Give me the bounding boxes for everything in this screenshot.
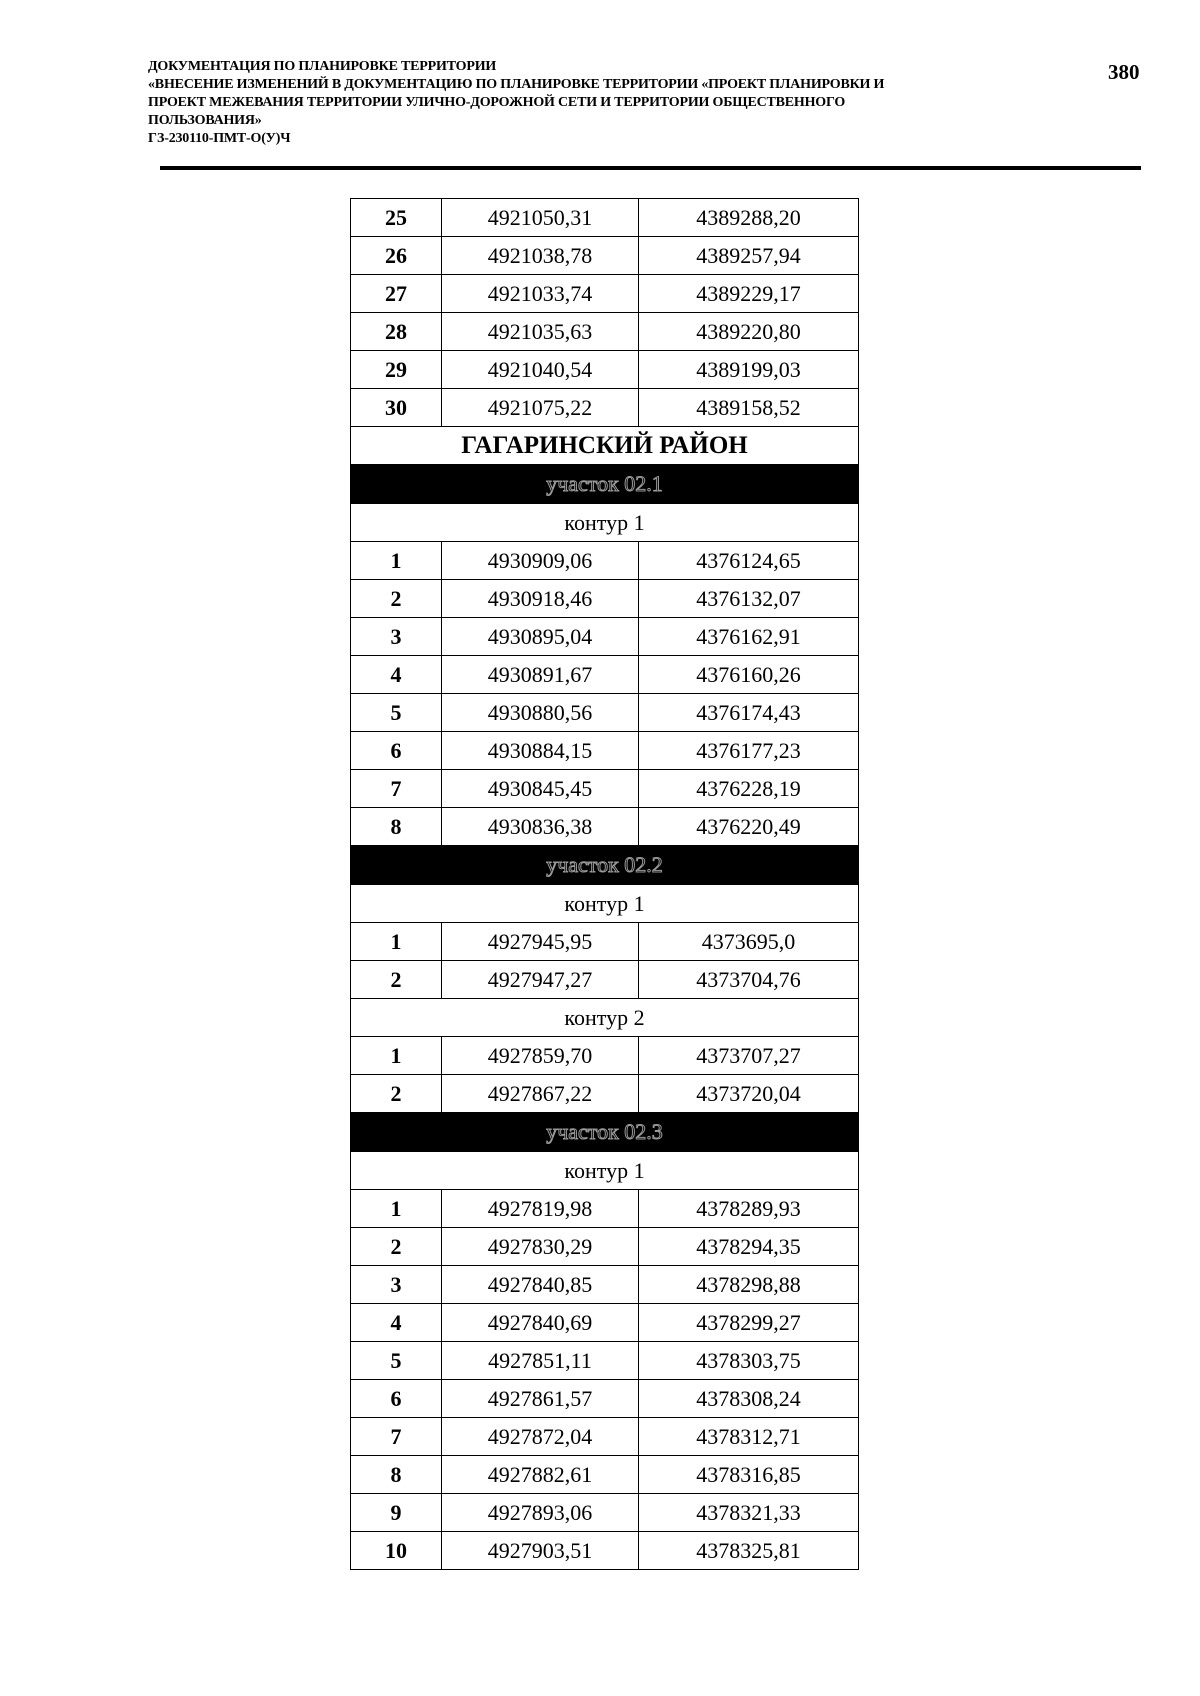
x-coordinate-cell: 4927947,27: [442, 961, 639, 999]
y-coordinate-cell: 4389220,80: [639, 313, 859, 351]
point-number-cell: 4: [351, 656, 442, 694]
point-number-cell: 5: [351, 1342, 442, 1380]
plot-heading-row: [351, 1113, 859, 1152]
table-row: [351, 1228, 859, 1266]
table-row: [351, 580, 859, 618]
point-number-cell: 27: [351, 275, 442, 313]
y-coordinate-cell: 4389229,17: [639, 275, 859, 313]
table-row: [351, 237, 859, 275]
table-row: [351, 1418, 859, 1456]
y-coordinate-cell: 4373720,04: [639, 1075, 859, 1113]
contour-heading-row: [351, 999, 859, 1037]
y-coordinate-cell: 4389257,94: [639, 237, 859, 275]
point-number-cell: 25: [351, 199, 442, 237]
y-coordinate-cell: 4378316,85: [639, 1456, 859, 1494]
x-coordinate-cell: 4927893,06: [442, 1494, 639, 1532]
point-number-cell: 8: [351, 808, 442, 846]
table-row: [351, 1037, 859, 1075]
point-number-cell: 2: [351, 961, 442, 999]
contour-label: контур 1: [351, 1152, 859, 1190]
table-row: [351, 618, 859, 656]
table-row: [351, 275, 859, 313]
x-coordinate-cell: 4927819,98: [442, 1190, 639, 1228]
x-coordinate-cell: 4921040,54: [442, 351, 639, 389]
y-coordinate-cell: 4378298,88: [639, 1266, 859, 1304]
y-coordinate-cell: 4378289,93: [639, 1190, 859, 1228]
point-number-cell: 4: [351, 1304, 442, 1342]
x-coordinate-cell: 4927840,69: [442, 1304, 639, 1342]
district-heading-row: [351, 427, 859, 465]
table-row: [351, 1304, 859, 1342]
district-label: ГАГАРИНСКИЙ РАЙОН: [351, 427, 859, 465]
y-coordinate-cell: 4376177,23: [639, 732, 859, 770]
point-number-cell: 10: [351, 1532, 442, 1570]
point-number-cell: 9: [351, 1494, 442, 1532]
header-divider: [160, 166, 1141, 170]
x-coordinate-cell: 4927830,29: [442, 1228, 639, 1266]
plot-heading-row: [351, 846, 859, 885]
x-coordinate-cell: 4927851,11: [442, 1342, 639, 1380]
x-coordinate-cell: 4930895,04: [442, 618, 639, 656]
point-number-cell: 1: [351, 542, 442, 580]
document-header: [148, 58, 1068, 148]
x-coordinate-cell: 4927945,95: [442, 923, 639, 961]
table-row: [351, 694, 859, 732]
point-number-cell: 29: [351, 351, 442, 389]
document-code: ГЗ-230110-ПМТ-О(У)Ч: [148, 131, 291, 146]
point-number-cell: 28: [351, 313, 442, 351]
x-coordinate-cell: 4930836,38: [442, 808, 639, 846]
point-number-cell: 3: [351, 1266, 442, 1304]
table-row: [351, 656, 859, 694]
x-coordinate-cell: 4930884,15: [442, 732, 639, 770]
y-coordinate-cell: 4376228,19: [639, 770, 859, 808]
y-coordinate-cell: 4378308,24: [639, 1380, 859, 1418]
point-number-cell: 5: [351, 694, 442, 732]
table-row: [351, 1532, 859, 1570]
table-row: [351, 808, 859, 846]
point-number-cell: 2: [351, 1075, 442, 1113]
table-row: [351, 351, 859, 389]
x-coordinate-cell: 4930891,67: [442, 656, 639, 694]
x-coordinate-cell: 4927861,57: [442, 1380, 639, 1418]
table-row: [351, 1380, 859, 1418]
table-row: [351, 389, 859, 427]
x-coordinate-cell: 4927872,04: [442, 1418, 639, 1456]
coordinates-table: [350, 198, 859, 1570]
contour-heading-row: [351, 885, 859, 923]
y-coordinate-cell: 4376220,49: [639, 808, 859, 846]
y-coordinate-cell: 4378303,75: [639, 1342, 859, 1380]
x-coordinate-cell: 4930909,06: [442, 542, 639, 580]
table-row: [351, 770, 859, 808]
contour-heading-row: [351, 1152, 859, 1190]
header-line-2: «ВНЕСЕНИЕ ИЗМЕНЕНИЙ В ДОКУМЕНТАЦИЮ ПО ПЛАНИРОВКЕ ТЕРРИТОРИИ «ПРОЕКТ ПЛАНИРОВКИ И: [148, 77, 885, 92]
plot-label: участок 02.3: [351, 1113, 859, 1152]
table-row: [351, 732, 859, 770]
table-row: [351, 1494, 859, 1532]
x-coordinate-cell: 4921038,78: [442, 237, 639, 275]
y-coordinate-cell: 4373695,0: [639, 923, 859, 961]
y-coordinate-cell: 4376160,26: [639, 656, 859, 694]
point-number-cell: 6: [351, 732, 442, 770]
contour-label: контур 2: [351, 999, 859, 1037]
table-row: [351, 923, 859, 961]
table-row: [351, 1342, 859, 1380]
contour-label: контур 1: [351, 885, 859, 923]
x-coordinate-cell: 4927903,51: [442, 1532, 639, 1570]
y-coordinate-cell: 4373707,27: [639, 1037, 859, 1075]
plot-label: участок 02.1: [351, 465, 859, 504]
y-coordinate-cell: 4378299,27: [639, 1304, 859, 1342]
x-coordinate-cell: 4930918,46: [442, 580, 639, 618]
coordinates-table-body: [351, 199, 859, 1570]
point-number-cell: 1: [351, 1037, 442, 1075]
point-number-cell: 7: [351, 770, 442, 808]
contour-heading-row: [351, 504, 859, 542]
point-number-cell: 7: [351, 1418, 442, 1456]
x-coordinate-cell: 4921033,74: [442, 275, 639, 313]
table-row: [351, 1075, 859, 1113]
x-coordinate-cell: 4921075,22: [442, 389, 639, 427]
x-coordinate-cell: 4927859,70: [442, 1037, 639, 1075]
table-row: [351, 1266, 859, 1304]
y-coordinate-cell: 4389288,20: [639, 199, 859, 237]
contour-label: контур 1: [351, 504, 859, 542]
point-number-cell: 8: [351, 1456, 442, 1494]
point-number-cell: 1: [351, 923, 442, 961]
y-coordinate-cell: 4373704,76: [639, 961, 859, 999]
y-coordinate-cell: 4376174,43: [639, 694, 859, 732]
x-coordinate-cell: 4930880,56: [442, 694, 639, 732]
header-line-4: ПОЛЬЗОВАНИЯ»: [148, 113, 262, 128]
table-row: [351, 961, 859, 999]
y-coordinate-cell: 4378312,71: [639, 1418, 859, 1456]
y-coordinate-cell: 4378321,33: [639, 1494, 859, 1532]
y-coordinate-cell: 4376124,65: [639, 542, 859, 580]
point-number-cell: 6: [351, 1380, 442, 1418]
y-coordinate-cell: 4376162,91: [639, 618, 859, 656]
y-coordinate-cell: 4389158,52: [639, 389, 859, 427]
x-coordinate-cell: 4927840,85: [442, 1266, 639, 1304]
table-row: [351, 542, 859, 580]
point-number-cell: 2: [351, 1228, 442, 1266]
x-coordinate-cell: 4927882,61: [442, 1456, 639, 1494]
y-coordinate-cell: 4376132,07: [639, 580, 859, 618]
table-row: [351, 1456, 859, 1494]
point-number-cell: 26: [351, 237, 442, 275]
point-number-cell: 2: [351, 580, 442, 618]
header-line-3: ПРОЕКТ МЕЖЕВАНИЯ ТЕРРИТОРИИ УЛИЧНО-ДОРОЖНОЙ СЕТИ И ТЕРРИТОРИИ ОБЩЕСТВЕННОГО: [148, 95, 846, 110]
x-coordinate-cell: 4921035,63: [442, 313, 639, 351]
x-coordinate-cell: 4930845,45: [442, 770, 639, 808]
y-coordinate-cell: 4378325,81: [639, 1532, 859, 1570]
table-row: [351, 313, 859, 351]
page-number: 380: [1108, 60, 1140, 84]
y-coordinate-cell: 4389199,03: [639, 351, 859, 389]
plot-heading-row: [351, 465, 859, 504]
table-row: [351, 199, 859, 237]
point-number-cell: 1: [351, 1190, 442, 1228]
x-coordinate-cell: 4927867,22: [442, 1075, 639, 1113]
table-row: [351, 1190, 859, 1228]
coordinates-table-container: [350, 198, 858, 1570]
point-number-cell: 30: [351, 389, 442, 427]
header-line-1: ДОКУМЕНТАЦИЯ ПО ПЛАНИРОВКЕ ТЕРРИТОРИИ: [148, 59, 497, 74]
point-number-cell: 3: [351, 618, 442, 656]
y-coordinate-cell: 4378294,35: [639, 1228, 859, 1266]
plot-label: участок 02.2: [351, 846, 859, 885]
x-coordinate-cell: 4921050,31: [442, 199, 639, 237]
